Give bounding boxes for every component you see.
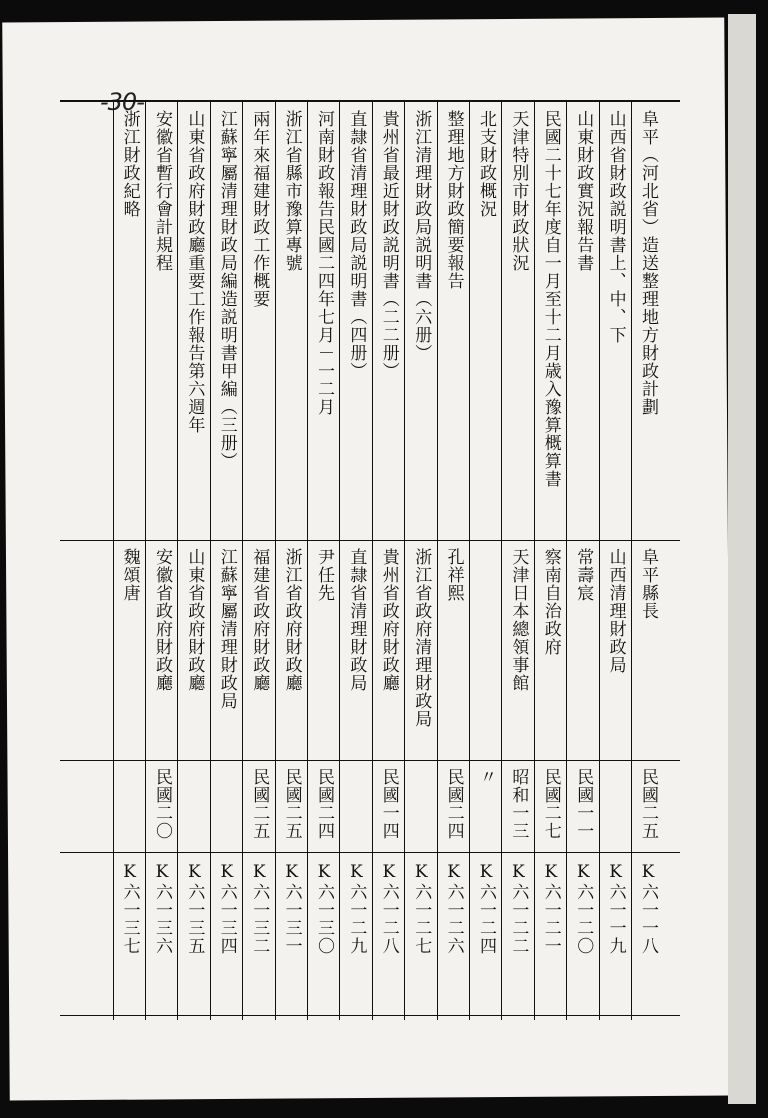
entry-title: 江蘇寧屬清理財政局編造説明書甲編（三册） (216, 110, 237, 470)
entry-title: 安徽省暫行會計規程 (152, 110, 172, 272)
entry-issuer: 江蘇寧屬清理財政局 (216, 548, 237, 710)
column-separator (113, 100, 114, 1020)
entry-issuer: 孔祥熙 (443, 548, 464, 602)
column-separator (339, 100, 340, 1020)
entry-date: 昭和一三 (508, 768, 529, 840)
entry-title: 山東省政府財政廳重要工作報告第六週年 (184, 110, 205, 434)
entry-title: 山東財政實況報告書 (573, 110, 594, 272)
column-separator (404, 100, 405, 1020)
entry-date: 民國一四 (378, 768, 399, 840)
entry-issuer: 山東省政府財政廳 (184, 548, 205, 692)
entry-issuer: 天津日本總領事館 (508, 548, 529, 692)
entry-issuer: 常壽宸 (573, 548, 594, 602)
entry-title: 民國二十七年度自一月至十二月歳入豫算概算書 (540, 110, 561, 488)
entry-title: 貴州省最近財政説明書（二二册） (378, 110, 399, 380)
entry-date: 〃 (476, 768, 496, 786)
entry-date: 民國一一 (573, 768, 594, 840)
column-separator (469, 100, 470, 1020)
entry-title: 直隷省清理財政局説明書（四册） (346, 110, 367, 380)
adjacent-page-edge (728, 14, 756, 1104)
table-bottom-border (60, 1015, 680, 1016)
entry-issuer: 浙江省政府清理財政局 (411, 548, 432, 728)
entry-title: 整理地方財政簡要報告 (443, 110, 464, 290)
column-separator (210, 100, 211, 1020)
entry-title: 阜平（河北省）造送整理地方財政計劃 (638, 110, 658, 416)
entry-date: 民國二四 (314, 768, 334, 840)
entry-code: K六一一九 (605, 862, 626, 955)
entry-issuer: 福建省政府財政廳 (249, 548, 270, 692)
rule-issuer-date (60, 760, 680, 761)
column-separator (501, 100, 502, 1020)
page-number: -30- (100, 88, 144, 116)
entry-code: K六一二〇 (573, 862, 594, 955)
entry-code: K六一二一 (540, 862, 561, 955)
entry-title: 浙江清理財政局説明書（六册） (411, 110, 432, 362)
entry-code: K六一三五 (184, 862, 205, 955)
entry-title: 河南財政報告民國二四年七月－一二月 (314, 110, 334, 416)
entry-issuer: 浙江省政府財政廳 (281, 548, 302, 692)
entry-code: K六一三〇 (314, 862, 334, 955)
column-separator (534, 100, 535, 1020)
column-separator (372, 100, 373, 1020)
entry-issuer: 安徽省政府財政廳 (152, 548, 172, 692)
entry-date: 民國二五 (281, 768, 302, 840)
entry-issuer: 山西清理財政局 (605, 548, 626, 674)
column-separator (631, 100, 632, 1020)
entry-issuer: 魏頌唐 (119, 548, 140, 602)
entry-code: K六一二二 (508, 862, 529, 955)
entry-code: K六一一八 (638, 862, 658, 955)
entry-issuer: 尹任先 (314, 548, 334, 602)
entry-code: K六一三七 (119, 862, 140, 955)
entry-issuer: 察南自治政府 (540, 548, 561, 656)
rule-title-issuer (60, 540, 680, 541)
column-separator (437, 100, 438, 1020)
entry-date: 民國二五 (249, 768, 270, 840)
entry-issuer: 直隷省清理財政局 (346, 548, 367, 692)
entry-title: 浙江財政紀略 (119, 110, 140, 218)
entry-code: K六一二九 (346, 862, 367, 955)
entry-code: K六一二七 (411, 862, 432, 955)
entry-issuer: 貴州省政府財政廳 (378, 548, 399, 692)
entry-date: 民國二〇 (152, 768, 172, 840)
entry-title: 北支財政概況 (476, 110, 496, 218)
entry-title: 浙江省縣市豫算專號 (281, 110, 302, 272)
column-separator (275, 100, 276, 1020)
column-separator (599, 100, 600, 1020)
entry-code: K六一三六 (152, 862, 172, 955)
entry-date: 民國二七 (540, 768, 561, 840)
entry-code: K六一三一 (281, 862, 302, 955)
rule-date-code (60, 852, 680, 853)
entry-title: 山西省財政説明書上、中、下 (605, 110, 626, 344)
entry-issuer: 阜平縣長 (638, 548, 658, 620)
entry-title: 天津特別市財政狀況 (508, 110, 529, 272)
entry-code: K六一三二 (249, 862, 270, 955)
entry-date: 民國二四 (443, 768, 464, 840)
column-separator (177, 100, 178, 1020)
column-separator (242, 100, 243, 1020)
entry-title: 兩年來福建財政工作概要 (249, 110, 270, 308)
entry-code: K六一二八 (378, 862, 399, 955)
entry-code: K六一二四 (476, 862, 496, 955)
entry-code: K六一三四 (216, 862, 237, 955)
column-separator (566, 100, 567, 1020)
column-separator (145, 100, 146, 1020)
entry-code: K六一二六 (443, 862, 464, 955)
entry-date: 民國二五 (638, 768, 658, 840)
column-separator (307, 100, 308, 1020)
